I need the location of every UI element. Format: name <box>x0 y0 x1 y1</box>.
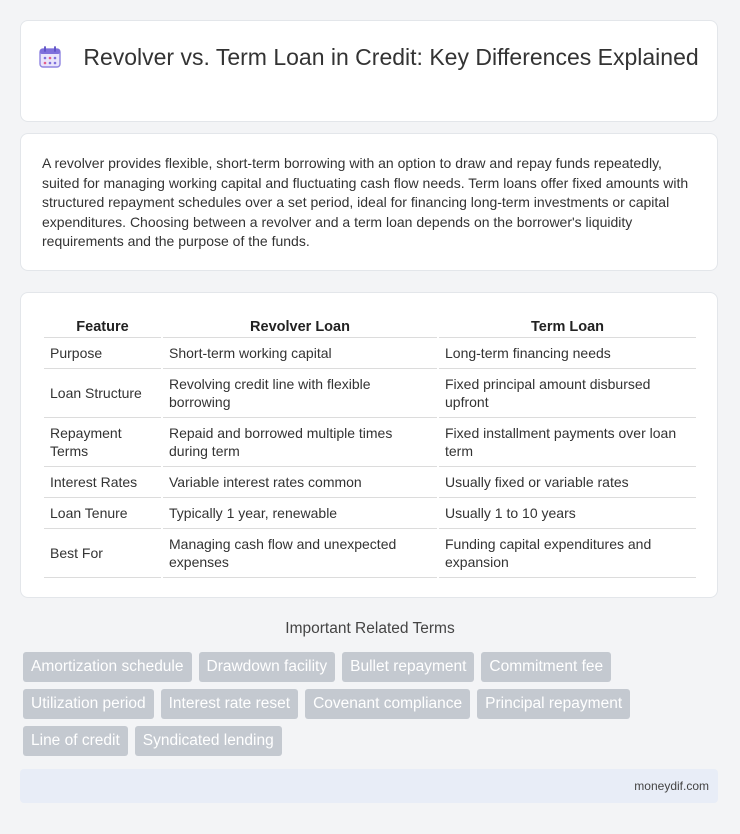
related-term-tag[interactable]: Commitment fee <box>481 652 611 682</box>
related-term-tag[interactable]: Amortization schedule <box>23 652 192 682</box>
comparison-card <box>20 292 718 598</box>
feature-cell: Best For <box>44 529 161 578</box>
term-loan-cell: Funding capital expenditures and expansion <box>439 529 696 578</box>
feature-cell: Repayment Terms <box>44 418 161 467</box>
table-header-row <box>44 315 696 338</box>
term-loan-cell: Long-term financing needs <box>439 338 696 369</box>
related-term-tag[interactable]: Bullet repayment <box>342 652 474 682</box>
feature-cell: Loan Structure <box>44 369 161 418</box>
footer-bar <box>20 769 718 803</box>
calendar-icon <box>39 46 61 68</box>
table-row <box>44 418 696 467</box>
table-row <box>44 529 696 578</box>
header-revolver-loan: Revolver Loan <box>163 315 437 338</box>
term-loan-cell: Usually 1 to 10 years <box>439 498 696 529</box>
revolver-cell: Repaid and borrowed multiple times during term <box>163 418 437 467</box>
term-loan-cell: Fixed installment payments over loan term <box>439 418 696 467</box>
related-terms-heading: Important Related Terms <box>285 620 455 637</box>
related-term-tag[interactable]: Utilization period <box>23 689 154 719</box>
intro-paragraph: A revolver provides flexible, short-term borrowing with an option to draw and repay funds repeatedly, suited for managing working capital and fluctuating cash flow needs. Term loans offer fixed amounts with structured repayment schedules over a set period, ideal for financing long-term investments or capital expenditures. Choosing between a revolver and a term loan depends on the borrower's liquidity requirements and the purpose of the funds. <box>42 155 689 249</box>
intro-card <box>20 133 718 271</box>
page-title: Revolver vs. Term Loan in Credit: Key Differences Explained <box>83 44 699 70</box>
table-row <box>44 498 696 529</box>
revolver-cell: Managing cash flow and unexpected expenses <box>163 529 437 578</box>
related-term-tag[interactable]: Drawdown facility <box>199 652 336 682</box>
term-loan-cell: Usually fixed or variable rates <box>439 467 696 498</box>
table-row <box>44 467 696 498</box>
related-terms-list <box>23 652 703 756</box>
footer-site-link[interactable]: moneydif.com <box>634 779 709 793</box>
related-term-tag[interactable]: Interest rate reset <box>161 689 298 719</box>
table-row <box>44 369 696 418</box>
revolver-cell: Variable interest rates common <box>163 467 437 498</box>
term-loan-cell: Fixed principal amount disbursed upfront <box>439 369 696 418</box>
related-term-tag[interactable]: Covenant compliance <box>305 689 470 719</box>
feature-cell: Purpose <box>44 338 161 369</box>
related-term-tag[interactable]: Syndicated lending <box>135 726 282 756</box>
revolver-cell: Typically 1 year, renewable <box>163 498 437 529</box>
related-term-tag[interactable]: Line of credit <box>23 726 128 756</box>
header-term-loan: Term Loan <box>439 315 696 338</box>
table-row <box>44 338 696 369</box>
header-feature: Feature <box>44 315 161 338</box>
revolver-cell: Short-term working capital <box>163 338 437 369</box>
feature-cell: Loan Tenure <box>44 498 161 529</box>
related-term-tag[interactable]: Principal repayment <box>477 689 630 719</box>
comparison-table <box>42 315 698 578</box>
title-card <box>20 20 718 122</box>
feature-cell: Interest Rates <box>44 467 161 498</box>
revolver-cell: Revolving credit line with flexible borrowing <box>163 369 437 418</box>
